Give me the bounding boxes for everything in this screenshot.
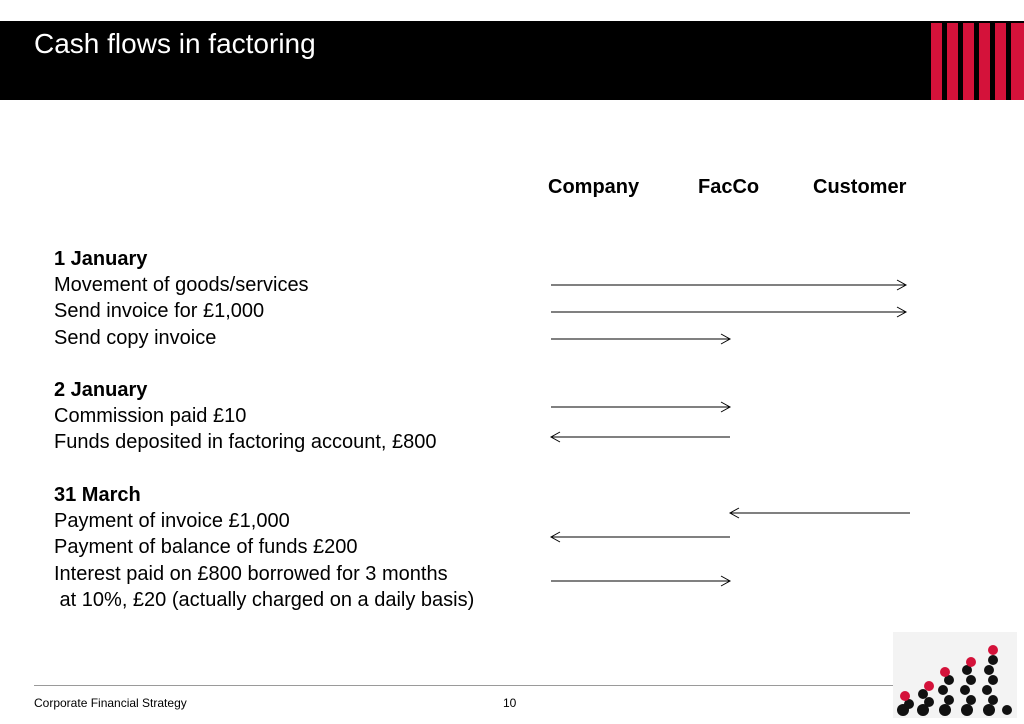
section-line: Funds deposited in factoring account, £800 — [54, 431, 437, 454]
footer-title: Corporate Financial Strategy — [34, 696, 187, 710]
section-line: Payment of balance of funds £200 — [54, 536, 358, 559]
section-line: Send copy invoice — [54, 326, 217, 349]
section-heading: 31 March — [54, 484, 141, 506]
section-line: Payment of invoice £1,000 — [54, 510, 290, 533]
flow-arrow — [551, 532, 730, 542]
section-line: Commission paid £10 — [54, 405, 247, 428]
column-header-customer: Customer — [813, 176, 907, 198]
section-line: Interest paid on £800 borrowed for 3 months — [54, 562, 448, 585]
stacked-coins-illustration — [893, 632, 1017, 718]
slide-title: Cash flows in factoring — [34, 28, 316, 59]
flow-arrow — [551, 576, 730, 586]
section-heading: 1 January — [54, 248, 148, 270]
flow-arrow — [551, 432, 730, 442]
column-header-company: Company — [548, 176, 640, 198]
section-line: Send invoice for £1,000 — [54, 300, 265, 323]
section-line: at 10%, £20 (actually charged on a daily basis) — [54, 588, 475, 611]
section-heading: 2 January — [54, 379, 148, 401]
flow-arrow — [551, 334, 730, 344]
column-header-facco: FacCo — [698, 176, 760, 198]
footer-divider — [34, 685, 894, 686]
flow-arrow — [551, 307, 906, 317]
flow-arrow — [730, 508, 910, 518]
page-number: 10 — [503, 696, 517, 710]
flow-arrow — [551, 402, 730, 412]
section-line: Movement of goods/services — [54, 274, 309, 297]
flow-arrow — [551, 280, 906, 290]
